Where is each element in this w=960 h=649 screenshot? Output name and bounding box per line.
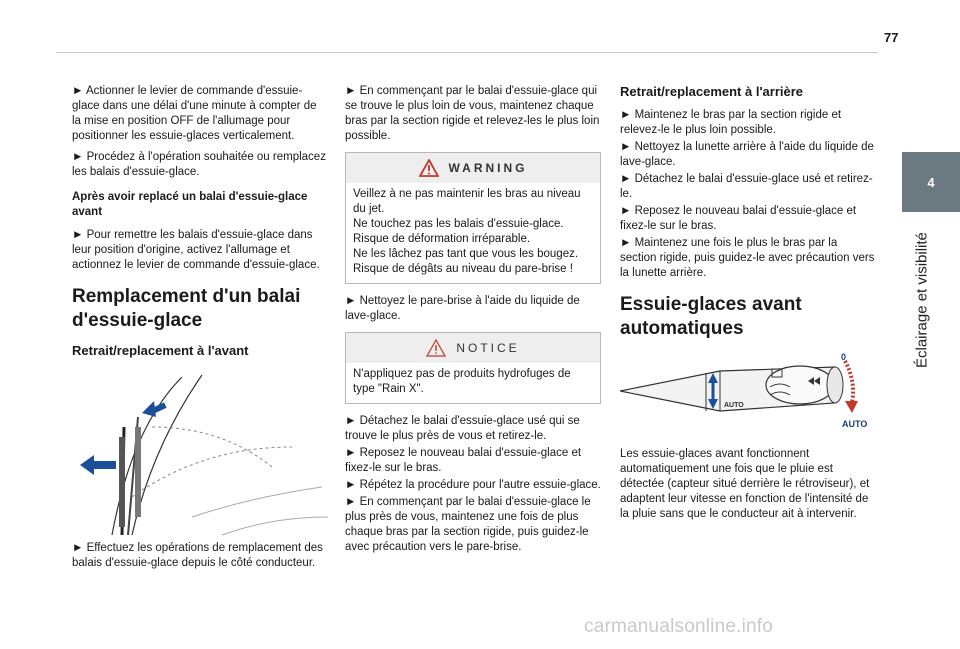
instruction-driver-side: ► Effectuez les opérations de remplacement des balais d'essuie-glace depuis le côté conducteur. — [72, 542, 323, 569]
pull-arrow-icon — [80, 455, 116, 475]
instruction-raise-wipers: ► Actionner le levier de commande d'essuie-glace dans une délai d'une minute à compter de la mise en position OFF de l'allumage pour positionner les essuie-glaces verticalement. — [72, 85, 317, 142]
column-left — [72, 84, 328, 577]
notice-box — [345, 332, 601, 404]
stalk-auto-label: AUTO — [724, 402, 744, 409]
instruction-start-far-blade: ► En commençant par le balai d'essuie-glace qui se trouve le plus loin de vous, maintenez chaque bras par la section rigide et relevez-les le plus loin possible. — [345, 85, 600, 142]
instruction-rear-guide: ► Maintenez une fois le plus le bras par la section rigide, puis guidez-le avec précaution vers la lunette arrière. — [620, 237, 875, 279]
header-divider — [56, 52, 878, 53]
chapter-number: 4 — [927, 174, 935, 190]
warning-triangle-icon — [419, 159, 439, 177]
chapter-tab — [902, 152, 960, 212]
lift-arrow-icon — [142, 401, 167, 417]
instruction-rear-clean: ► Nettoyez la lunette arrière à l'aide du liquide de lave-glace. — [620, 141, 874, 168]
wiper-stalk-illustration — [620, 351, 876, 431]
instruction-repeat: ► Répétez la procédure pour l'autre essuie-glace. — [345, 479, 601, 491]
subheading-after-replacing: Après avoir replacé un balai d'essuie-glace avant — [72, 191, 308, 218]
warning-line: Risque de dégâts au niveau du pare-brise ! — [353, 263, 573, 275]
instruction-clean-windscreen: ► Nettoyez le pare-brise à l'aide du liquide de lave-glace. — [345, 295, 580, 322]
chapter-title: Éclairage et visibilité — [913, 232, 931, 368]
warning-title: WARNING — [448, 160, 528, 175]
instruction-rear-detach: ► Détachez le balai d'essuie-glace usé et retirez-le. — [620, 173, 873, 200]
section-title-auto-wipers: Essuie-glaces avant automatiques — [620, 294, 802, 339]
column-right — [620, 84, 876, 528]
subsection-front: Retrait/replacement à l'avant — [72, 343, 249, 358]
stalk-off-label: 0 — [841, 352, 847, 362]
warning-line: Ne les lâchez pas tant que vous les bougez. — [353, 248, 579, 260]
notice-text: N'appliquez pas de produits hydrofuges de type "Rain X". — [353, 368, 571, 395]
instruction-rear-lift: ► Maintenez le bras par la section rigide et relevez-le le plus loin possible. — [620, 109, 842, 136]
column-middle — [345, 84, 601, 561]
warning-line: Veillez à ne pas maintenir les bras au niveau du jet. — [353, 188, 581, 215]
warning-box — [345, 152, 601, 284]
stalk-auto-position-label: AUTO — [842, 419, 868, 429]
subsection-rear: Retrait/replacement à l'arrière — [620, 84, 804, 99]
instruction-restore-position: ► Pour remettre les balais d'essuie-glace dans leur position d'origine, activez l'allumage et actionnez le levier de commande d'essuie-glace. — [72, 229, 320, 271]
section-title-replace-blade: Remplacement d'un balai d'essuie-glace — [72, 286, 301, 331]
warning-line: Risque de déformation irréparable. — [353, 233, 531, 245]
instruction-guide-arms: ► En commençant par le balai d'essuie-glace le plus près de vous, maintenez une fois de plus chaque bras par la section rigide, puis guidez-le avec précaution vers le pare-brise. — [345, 496, 591, 553]
watermark: carmanualsonline.info — [584, 616, 774, 637]
instruction-refit-blade: ► Reposez le nouveau balai d'essuie-glace et fixez-le sur le bras. — [345, 447, 582, 474]
notice-triangle-icon — [426, 339, 446, 357]
instruction-proceed: ► Procédez à l'opération souhaitée ou remplacez les balais d'essuie-glace. — [72, 151, 326, 178]
auto-wipers-description: Les essuie-glaces avant fonctionnent automatiquement une fois que le pluie est détectée (capteur situé derrière le rétroviseur), et adaptent leur vitesse en fonction de l'intensité de la pluie sans que le conducteur ait à intervenir. — [620, 448, 870, 520]
front-wiper-illustration — [72, 367, 328, 537]
page-number: 77 — [884, 30, 899, 45]
instruction-detach-blade: ► Détachez le balai d'essuie-glace usé qui se trouve le plus près de vous et retirez-le. — [345, 415, 580, 442]
warning-line: Ne touchez pas les balais d'essuie-glace. — [353, 218, 564, 230]
instruction-rear-refit: ► Reposez le nouveau balai d'essuie-glace et fixez-le sur le bras. — [620, 205, 857, 232]
auto-position-arrow-icon — [845, 361, 858, 413]
notice-title: NOTICE — [456, 340, 520, 355]
